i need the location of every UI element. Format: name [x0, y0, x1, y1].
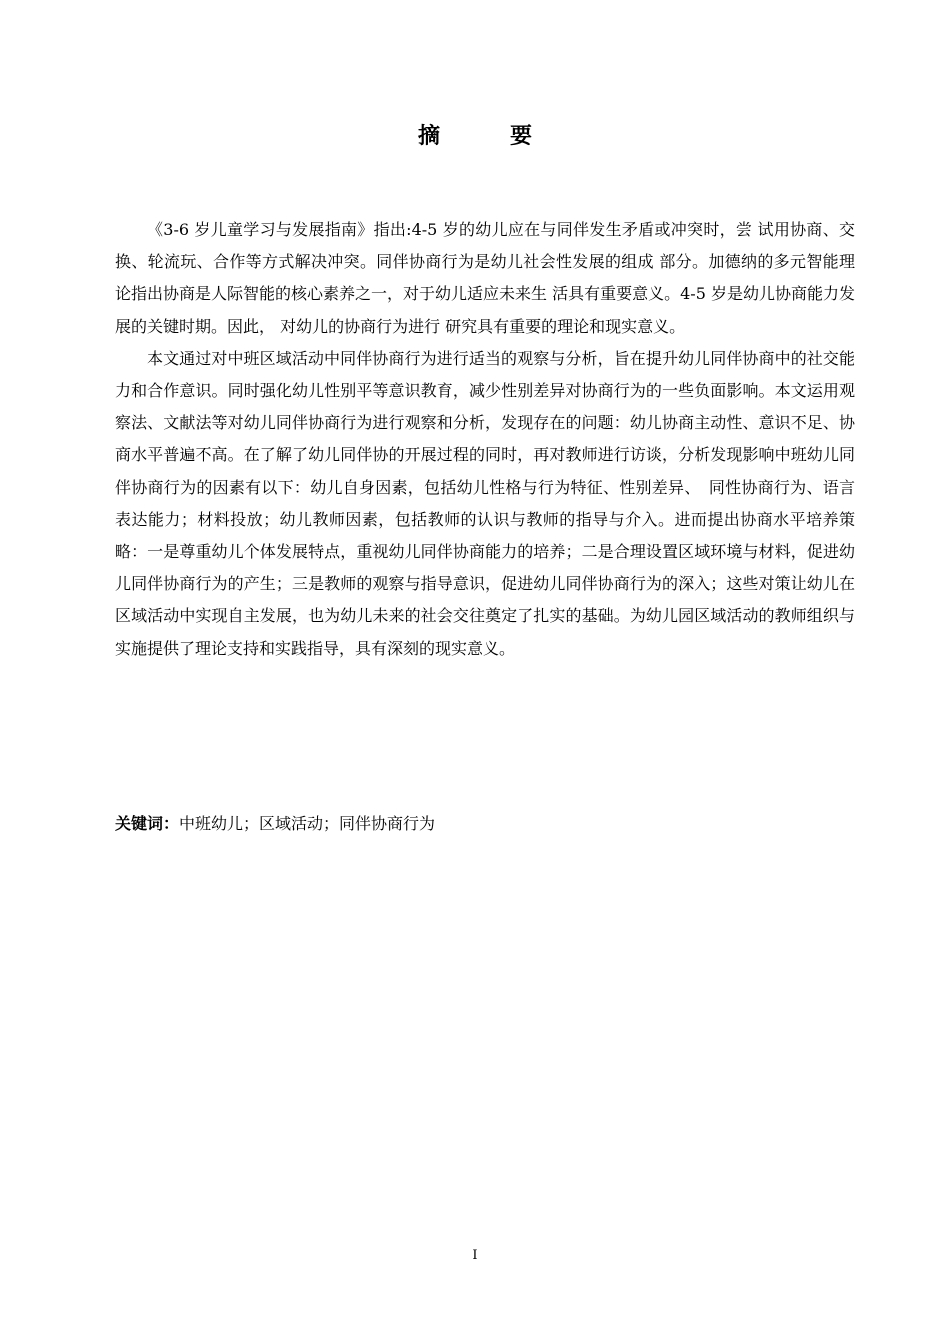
keywords-label: 关键词： [115, 814, 180, 833]
abstract-paragraph-1: 《3-6 岁儿童学习与发展指南》指出:4-5 岁的幼儿应在与同伴发生矛盾或冲突时，尝 试用协商、交换、轮流玩、合作等方式解决冲突。同伴协商行为是幼儿社会性发展的组成 部分。加德纳的多元智能理论指出协商是人际智能的核心素养之一，对于幼儿适应未来生 活具有重要意义。4-5 岁是幼儿协商能力发展的关键时期。因此， 对幼儿的协商行为进行 研究具有重要的理论和现实意义。 [115, 220, 855, 336]
keywords-value: 中班幼儿；区域活动；同伴协商行为 [179, 814, 436, 833]
page-title: 摘 要 [417, 124, 556, 149]
keywords-line [115, 808, 435, 840]
abstract-body [115, 214, 855, 665]
abstract-paragraph-2: 本文通过对中班区域活动中同伴协商行为进行适当的观察与分析，旨在提升幼儿同伴协商中的社交能力和合作意识。同时强化幼儿性别平等意识教育，减少性别差异对协商行为的一些负面影响。本文运用观察法、文献法等对幼儿同伴协商行为进行观察和分析，发现存在的问题：幼儿协商主动性、意识不足、协商水平普遍不高。在了解了幼儿同伴协的开展过程的同时，再对教师进行访谈，分析发现影响中班幼儿同伴协商行为的因素有以下：幼儿自身因素，包括幼儿性格与行为特征、性别差异、 同性协商行为、语言表达能力；材料投放；幼儿教师因素，包括教师的认识与教师的指导与介入。进而提出协商水平培养策略：一是尊重幼儿个体发展特点，重视幼儿同伴协商能力的培养；二是合理设置区域环境与材料，促进幼儿同伴协商行为的产生；三是教师的观察与指导意识，促进幼儿同伴协商行为的深入；这些对策让幼儿在区域活动中实现自主发展，也为幼儿未来的社会交往奠定了扎实的基础。为幼儿园区域活动的教师组织与实施提供了理论支持和实践指导，具有深刻的现实意义。 [115, 348, 855, 658]
page-number: I [472, 1248, 478, 1263]
